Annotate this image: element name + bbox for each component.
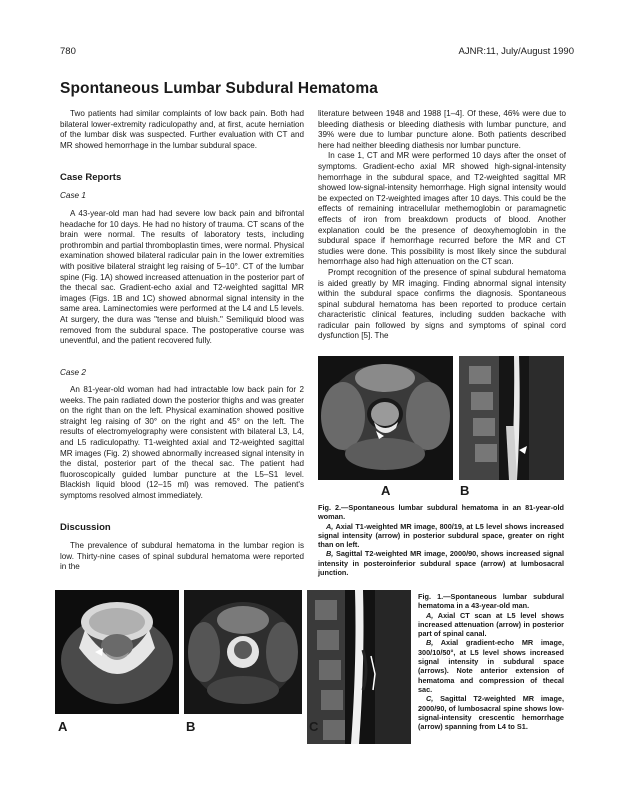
fig1-label-a: A (58, 719, 68, 734)
right-col-paragraph-2: In case 1, CT and MR were performed 10 days after the onset of symptoms. Gradient-echo axial MR showed high-signal-intensity hemorrhage in the subdural space, and T2-weighted sagittal MR showed low-signal-intensity hemorrhage. High signal intensity would be expected on T2-weighted images after 10 days. This could be the effects of remaining intracellular methemoglobin or paramagnetic effects of iron from breakdown products of blood. Another explanation could be the presence of deoxyhemoglobin in the subdural space if hemorrhage recurred before the MR and CT studies were done. This possibility is most likely since the subdural hemorrhage also had high attenuation on the CT scan. (318, 151, 566, 267)
case2-heading: Case 2 (60, 368, 86, 377)
case1-heading: Case 1 (60, 191, 86, 200)
fig1-label-c: C (309, 719, 319, 734)
fig1-caption-c: Sagittal T2-weighted MR image, 2000/90, of lumbosacral spine shows low-signal-intensity crescentic hemorrhage (arrow) spanning from L4 to S1. (418, 694, 564, 732)
case2-text: An 81-year-old woman had had intractable low back pain for 2 weeks. The pain radiated down the posterior thighs and was greater on the right than on the left. Physical examination showed positive straight leg raising of 30° on the right and 45° on the left. The results of electromyelography were consistent with bilateral L3, L4, and L5 radiculopathy. T1-weighted axial and T2-weighted sagittal MR images (Fig. 2) showed abnormally increased signal intensity in the distal, posterior part of the thecal sac. The patient had fluoroscopically guided lumbar puncture at the L5–S1 level. Blackish liquid blood (12–15 ml) was removed. The patient's symptoms resolved almost immediately. (60, 385, 304, 500)
discussion-text: The prevalence of subdural hematoma in the lumbar region is low. Thirty-nine cases of spinal subdural hematoma were reported in the (60, 541, 304, 572)
fig2-caption-title: Fig. 2.—Spontaneous lumbar subdural hematoma in an 81-year-old woman. (318, 503, 564, 522)
fig2-panel-b-image (459, 356, 564, 480)
article-title: Spontaneous Lumbar Subdural Hematoma (60, 80, 378, 97)
fig2-caption (318, 503, 564, 577)
right-col-paragraph-3: Prompt recognition of the presence of spinal subdural hematoma is aided greatly by MR imaging. Finding abnormal signal intensity within the subdural space confirms the diagnosis. Spontaneous spinal subdural hematoma has been reported to produce certain characteristic clinical features, including sudden backache with radicular pain followed by signs and symptoms of spinal cord dysfunction [5]. The (318, 267, 566, 341)
abstract (60, 109, 304, 151)
fig2-caption-b: Sagittal T2-weighted MR image, 2000/90, shows increased signal intensity in posteroinferior subdural space (arrow) at lumbosacral junction. (318, 549, 564, 578)
fig2-caption-a-label: A, (326, 521, 334, 531)
discussion-heading: Discussion (60, 522, 111, 533)
fig1-panel-b-image (184, 590, 302, 714)
fig1-caption (418, 592, 564, 731)
fig1-caption-c-label: C, (426, 694, 434, 704)
case-reports-heading: Case Reports (60, 172, 122, 183)
fig2-panel-a-image (318, 356, 453, 480)
fig1-panel-a-image (55, 590, 179, 714)
fig1-caption-a-label: A, (426, 610, 434, 620)
fig2-label-b: B (460, 483, 470, 498)
right-col-paragraph-1: literature between 1948 and 1988 [1–4]. Of these, 46% were due to bleeding diathesis or bleeding diathesis with lumbar puncture, and 39% were due to lumbar puncture alone. Both patients described here had neither bleeding diathesis nor lumbar puncture. (318, 109, 566, 150)
fig1-panel-c-image (307, 590, 411, 744)
page-number: 780 (60, 46, 76, 57)
fig1-caption-b: Axial gradient-echo MR image, 300/10/50°, at L5 level shows increased signal intensity in subdural space (arrows). Note anterior extension of hematoma and compression of thecal sac. (418, 638, 564, 694)
case1-section (60, 209, 304, 347)
fig1-caption-title: Fig. 1.—Spontaneous lumbar subdural hematoma in a 43-year-old man. (418, 592, 564, 611)
discussion-section (60, 541, 304, 573)
journal-reference: AJNR:11, July/August 1990 (458, 46, 574, 57)
fig2-label-a: A (381, 483, 391, 498)
case2-section (60, 385, 304, 502)
abstract-text: Two patients had similar complaints of low back pain. Both had bilateral lower-extremity radiculopathy and, at first, acute herniation of the lumbar disk was suspected. Further evaluation with CT and MR showed hemorrhage in the lumbar subdural space. (60, 109, 304, 150)
fig1-caption-b-label: B, (426, 638, 434, 648)
discussion-continued (318, 109, 566, 342)
fig1-caption-a: Axial CT scan at L5 level shows increased attenuation (arrow) in posterior part of spinal canal. (418, 610, 564, 639)
fig2-caption-b-label: B, (326, 549, 334, 559)
case1-text: A 43-year-old man had had severe low back pain and bifrontal headache for 10 days. He had no history of trauma. CT scans of the brain were normal. The results of laboratory tests, including prothrombin and partial thromboplastin times, were normal. Physical examination showed bilateral radicular pain in the lower extremities with positive bilateral straight leg raising of 5–10°. CT of the lumbar spine (Fig. 1A) showed increased attenuation in the posterior part of the thecal sac. Gradient-echo axial and T2-weighted sagittal MR images (Figs. 1B and 1C) showed abnormal signal intensity in the same area. Laminectomies were performed at the L4 and L5 levels. At surgery, the dura was "tense and bluish." Semiliquid blood was removed from the subdural space. The postoperative course was uneventful, and the patient recovered fully. (60, 209, 304, 346)
fig2-caption-a: Axial T1-weighted MR image, 800/19, at L5 level shows increased signal intensity (arrow) in posterior subdural space, greater on right than on left. (318, 521, 565, 550)
fig1-label-b: B (186, 719, 196, 734)
